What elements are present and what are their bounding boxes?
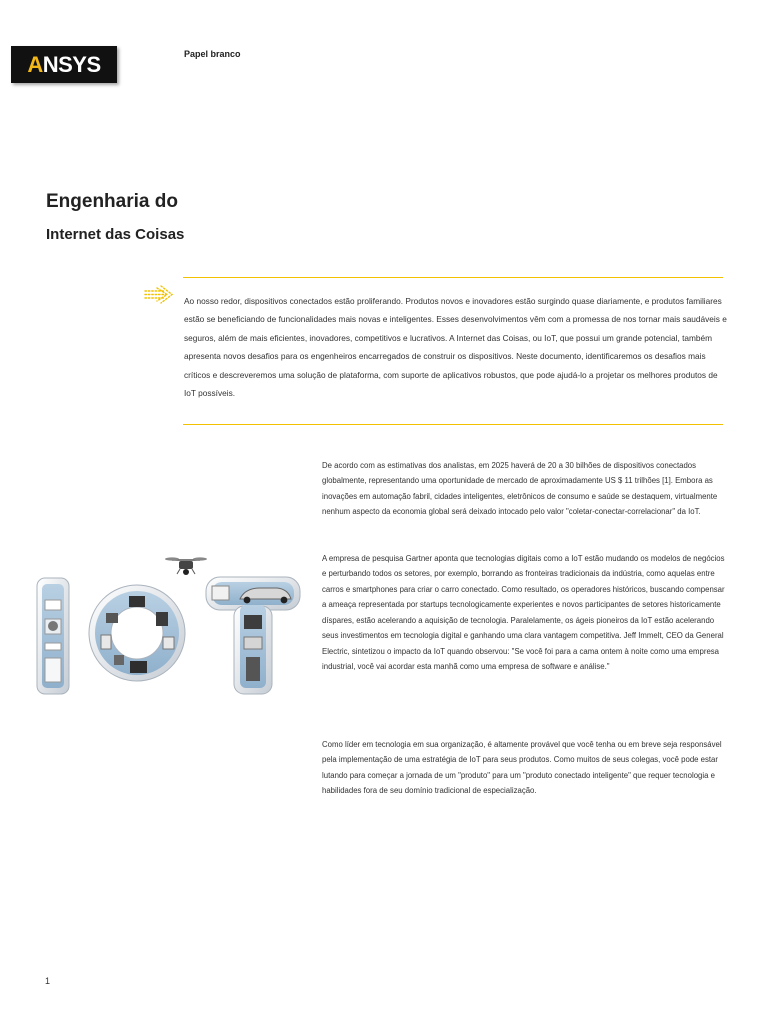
logo-wordmark: NSYS [42, 51, 101, 77]
ansys-logo [11, 46, 117, 83]
letter-t-shape [206, 577, 300, 694]
body-paragraph-3: Como líder em tecnologia em sua organização, é altamente provável que você tenha ou em breve seja responsável pela implementação de uma estratégia de IoT para seus produtos. Como muitos de seus colegas, você pode estar lutando para começar a jornada de um "produto" para um "produto conectado inteligente" que requer tecnologia e habilidades fora de seu domínio tradicional de especialização. [322, 740, 722, 796]
dotted-arrow-icon [143, 283, 177, 311]
drone-icon [165, 557, 207, 575]
page-number: 1 [45, 976, 51, 986]
letter-o-shape [89, 585, 185, 681]
iot-letters-illustration [34, 553, 302, 699]
abstract-paragraph: Ao nosso redor, dispositivos conectados estão proliferando. Produtos novos e inovadores estão surgindo quase diariamente, e produtos familiares estão se beneficiando de funcionalidades mais novas e inteligentes. Esses desenvolvimentos vêm com a promessa de nos tornar mais saudáveis e seguros, além de mais eficientes, inovadores, competitivos e lucrativos. A Internet das Coisas, ou IoT, que possui um grande potencial, também apresenta novos desafios para os engenheiros encarregados de construir os dispositivos. Neste documento, identificaremos os desafios mais críticos e descreveremos uma solução de plataforma, com suporte de aplicativos robustos, que pode ajudá-lo a projetar os melhores produtos de IoT possíveis. [184, 296, 727, 399]
letter-i-shape [37, 578, 69, 694]
logo-text [27, 52, 100, 78]
body-paragraph-1: De acordo com as estimativas dos analistas, em 2025 haverá de 20 a 30 bilhões de dispositivos conectados globalmente, representando uma oportunidade de mercado de aproximadamente US $ 11 trilhões [1]. Embora as inovações em automação fabril, cidades inteligentes, eletrônicos de consumo e saúde se destaquem, virtualmente nenhum aspecto da economia global será deixado intocado pelo valor "coletar-conectar-correlacionar" da IoT. [322, 461, 718, 517]
top-divider [183, 277, 723, 278]
bottom-divider [183, 424, 723, 425]
page-subtitle: Internet das Coisas [46, 226, 185, 243]
logo-mark: A [27, 51, 43, 77]
body-paragraph-2: A empresa de pesquisa Gartner aponta que tecnologias digitais como a IoT estão mudando os modelos de negócios e perturbando todos os setores, por exemplo, borrando as fronteiras tradicionais da indústria, como aquelas entre carros e smartphones para criar o carro conectado. Como resultado, os operadores históricos, buscando compensar a ameaça representada por startups tecnologicamente experientes e novos participantes de setores historicamente díspares, estão acelerando a aquisição de tecnologia. Paralelamente, os ágeis pioneiros da IoT estão acelerando seus investimentos em tecnologia digital e ganhando uma clara vantagem competitiva. Jeff Immelt, CEO da General Electric, sintetizou o impacto da IoT quando observou: "Se você foi para a cama ontem à noite como uma empresa industrial, você vai acordar esta manhã como uma empresa de software e análise." [322, 554, 725, 672]
page-title: Engenharia do [46, 191, 178, 212]
document-type: Papel branco [184, 49, 241, 59]
